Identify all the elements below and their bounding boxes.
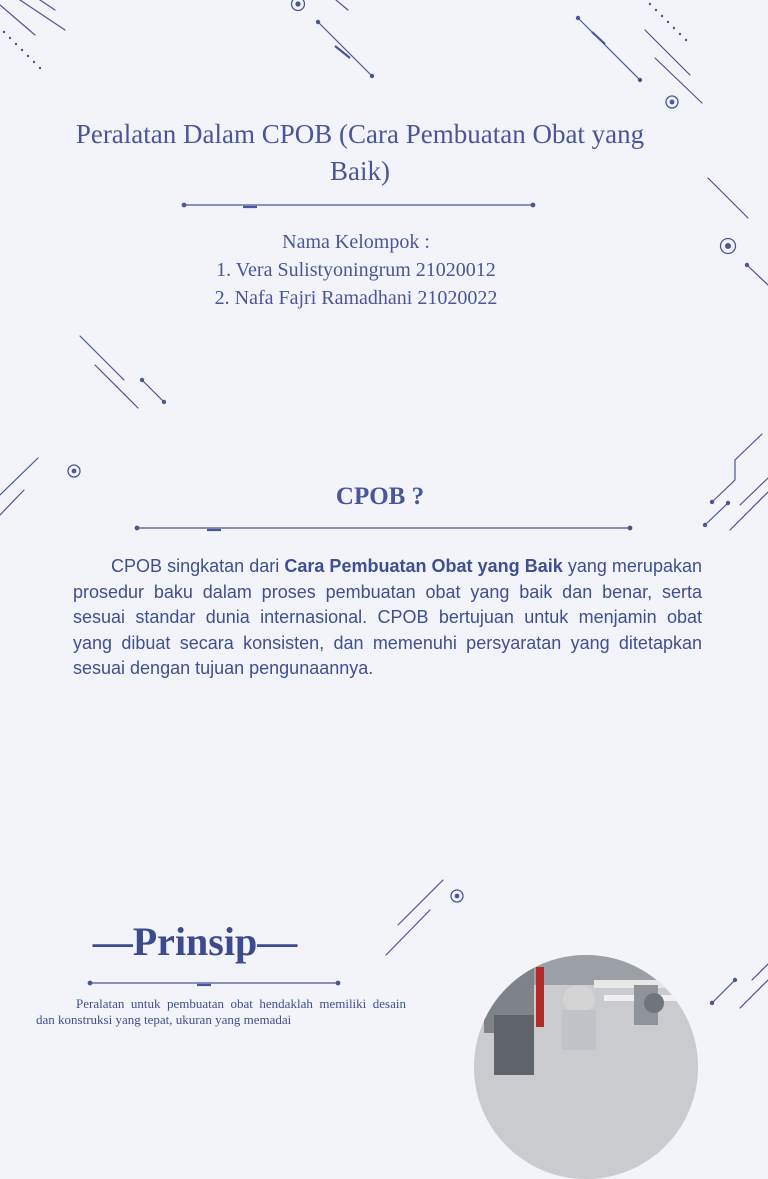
group-members [120,228,592,312]
member-item: 1. Vera Sulistyoningrum 21020012 [216,259,496,281]
cover-slide [0,0,768,330]
page-title: Peralatan Dalam CPOB (Cara Pembuatan Obat yang Baik) [75,119,645,186]
principle-heading: —Prinsip— [92,919,298,964]
definition-text-bold: Cara Pembuatan Obat yang Baik [284,556,563,576]
definition-text [73,554,702,682]
members-label: Nama Kelompok : [282,231,430,253]
member-item: 2. Nafa Fajri Ramadhani 21020022 [214,287,498,309]
definition-heading: CPOB ? [335,483,425,510]
principle-text: Peralatan untuk pembuatan obat hendaklah memiliki desain dan konstruksi yang tepat, ukuran yang memadai [36,996,406,1027]
definition-text-end: yang merupakan prosedur baku dalam proses pembuatan obat yang baik dan benar, serta sesuai standar dunia internasional. CPOB bertujuan untuk menjamin obat yang dibuat secara konsisten, dan memenuhi persyaratan yang ditetapkan sesuai dengan tujuan pengunaannya. [73,556,702,679]
equipment-photo [474,955,698,1179]
definition-text-start: CPOB singkatan dari [111,556,285,576]
